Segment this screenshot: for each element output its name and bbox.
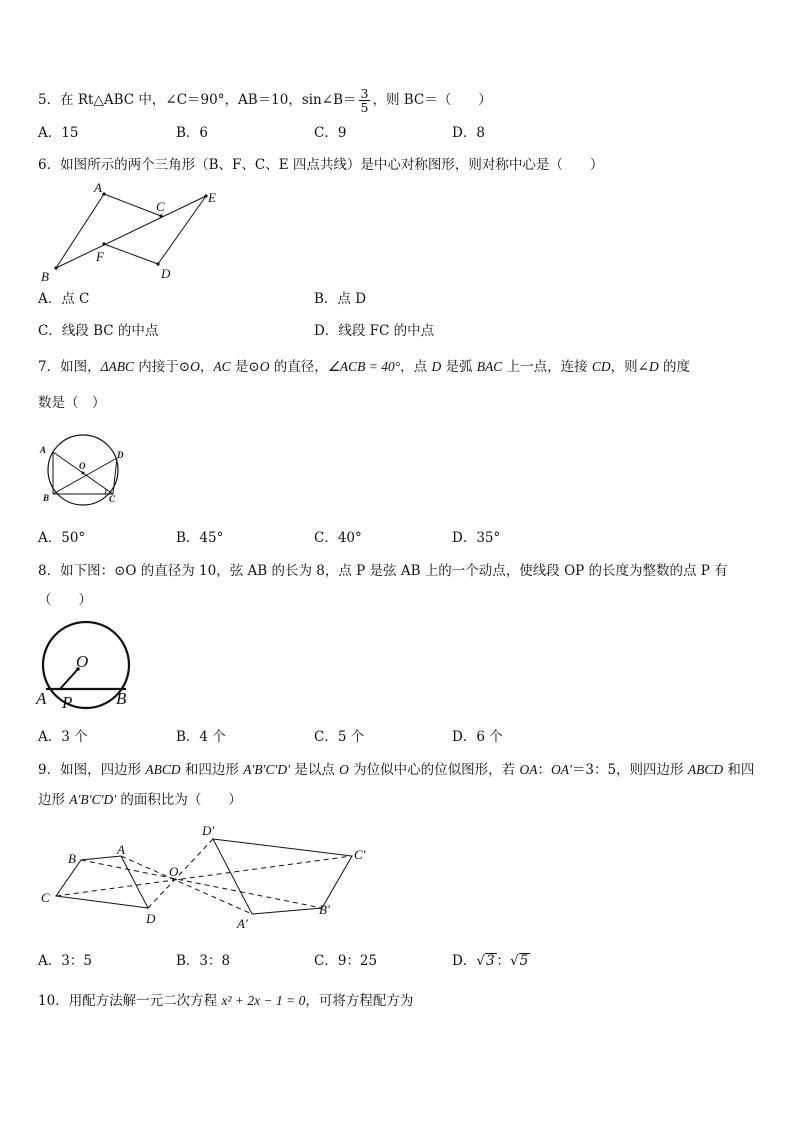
math-text: OA'	[550, 762, 572, 777]
option-a[interactable]: A．3：5	[38, 953, 92, 969]
label-o: O	[76, 652, 89, 671]
option-d[interactable]: D．35°	[452, 530, 501, 546]
label-f: F	[96, 249, 104, 264]
math-text: CD	[591, 359, 611, 374]
label-a: A	[40, 445, 47, 455]
question-text: 的面积比为（ ）	[116, 792, 242, 808]
fraction	[359, 87, 371, 114]
option-b[interactable]: B．45°	[176, 530, 224, 546]
question-text: 和四边形	[180, 762, 244, 778]
question-text: 如图，四边形	[60, 762, 146, 778]
math-text: ΔABC	[100, 359, 135, 374]
option-b[interactable]: B．6	[176, 125, 209, 141]
math-text: O	[339, 762, 349, 777]
label-b: B	[43, 493, 50, 503]
option-c[interactable]: C．40°	[314, 530, 362, 546]
math-text: ∠ACB = 40°	[327, 359, 401, 374]
fraction-denominator: 5	[360, 100, 369, 115]
question-9-line2	[38, 790, 242, 810]
question-text: 上一点，连接	[502, 359, 592, 375]
label-d-prime: D'	[202, 823, 215, 838]
question-text: 是以点	[290, 762, 340, 778]
math-text: O	[259, 359, 270, 374]
label-a: A	[117, 842, 125, 857]
option-d[interactable]: D．8	[452, 125, 485, 141]
label-a: A	[94, 180, 102, 195]
question-text: ＝3：5，则四边形	[571, 762, 688, 778]
option-d[interactable]: D．√3 ：√5	[452, 953, 529, 969]
option-c[interactable]: C．5 个	[314, 729, 365, 745]
figure-q7	[36, 430, 136, 508]
option-c[interactable]: C．线段 BC 的中点	[38, 323, 159, 339]
question-8	[38, 561, 728, 581]
label-d: D	[146, 911, 156, 926]
label-c: C	[109, 494, 116, 504]
question-6	[38, 155, 603, 175]
label-b: B	[41, 269, 49, 284]
label-b-prime: B'	[319, 902, 330, 917]
label-a: A	[36, 689, 47, 708]
math-text: BAC	[476, 359, 503, 374]
question-text: 是⊙	[230, 359, 260, 375]
question-text: 在 Rt△ABC 中，∠C＝90°，AB＝10，sin∠B＝	[60, 92, 357, 108]
option-a[interactable]: A．3 个	[38, 729, 88, 745]
label-c-prime: C'	[354, 847, 366, 862]
label-c: C	[156, 199, 165, 214]
math-text: D	[648, 359, 659, 374]
question-text: ：	[537, 762, 551, 778]
label-e: E	[208, 190, 216, 205]
label-p: P	[62, 693, 73, 712]
fraction-numerator: 3	[360, 86, 369, 101]
question-text: 的直径，	[269, 359, 328, 375]
question-text: 用配方法解一元二次方程	[68, 993, 222, 1009]
option-a[interactable]: A．点 C	[38, 291, 90, 307]
option-c[interactable]: C．9：25	[314, 953, 378, 969]
question-text: ，可将方程配方为	[305, 993, 414, 1009]
question-number: 5．	[38, 92, 61, 108]
question-number: 8．	[38, 563, 61, 579]
question-text: 如下图：⊙O 的直径为 10，弦 AB 的长为 8，点 P 是弦 AB 上的一个动点，使线段 OP 的长度为整数的点 P 有	[60, 563, 728, 579]
question-5	[38, 87, 492, 114]
question-text: 为位似中心的位似图形，若	[348, 762, 520, 778]
math-text: OA	[519, 762, 538, 777]
math-text: A'B'C'D'	[69, 792, 117, 807]
math-text: AC	[213, 359, 231, 374]
option-b[interactable]: B．点 D	[314, 291, 367, 307]
question-number: 6．	[38, 157, 61, 173]
question-8-line2: （ ）	[38, 592, 92, 608]
option-a[interactable]: A．50°	[38, 530, 86, 546]
label-d: D	[161, 266, 171, 281]
question-7	[38, 357, 690, 377]
label-o: O	[169, 864, 179, 879]
option-b[interactable]: B．3：8	[176, 953, 231, 969]
sqrt-value: 3	[485, 953, 495, 969]
label-o: O	[79, 461, 86, 471]
math-text: O	[190, 359, 200, 374]
option-d-label: D．	[452, 953, 477, 969]
question-text: 是弧	[441, 359, 477, 375]
figure-q8	[34, 620, 139, 712]
label-b: B	[116, 689, 127, 708]
question-text: ，	[199, 359, 214, 375]
math-text: D	[431, 359, 442, 374]
label-c: C	[41, 890, 50, 905]
figure-q6	[36, 180, 236, 285]
sqrt-value: 5	[519, 953, 529, 969]
math-text: A'B'C'D'	[243, 762, 291, 777]
math-text: ABCD	[687, 762, 724, 777]
question-text: 和四	[723, 762, 755, 778]
label-a-prime: A'	[237, 916, 248, 931]
option-a[interactable]: A．15	[38, 125, 79, 141]
option-d[interactable]: D．线段 FC 的中点	[314, 323, 435, 339]
question-text: 如图所示的两个三角形（B、F、C、E 四点共线）是中心对称图形，则对称中心是（ ）	[60, 157, 604, 173]
question-text: 边形	[38, 792, 70, 808]
question-text: 的度	[658, 359, 691, 375]
question-text: 内接于⊙	[134, 359, 191, 375]
question-number: 10．	[38, 993, 69, 1009]
math-text: ABCD	[145, 762, 181, 777]
figure-q9	[36, 818, 376, 933]
math-text: x² + 2x − 1 = 0	[221, 993, 306, 1008]
question-10	[38, 991, 413, 1011]
option-c[interactable]: C．9	[314, 125, 347, 141]
option-b[interactable]: B．4 个	[176, 729, 226, 745]
label-b: B	[68, 851, 76, 866]
question-text: ，则∠	[610, 359, 649, 375]
question-7-line2: 数是（ ）	[38, 395, 106, 411]
question-text: 如图，	[60, 359, 101, 375]
question-text: ，点	[400, 359, 432, 375]
question-number: 9．	[38, 762, 61, 778]
question-9	[38, 760, 754, 780]
option-d[interactable]: D．6 个	[452, 729, 503, 745]
question-text: ，则 BC＝（ ）	[372, 92, 492, 108]
ratio-separator: ：	[496, 953, 511, 969]
question-number: 7．	[38, 359, 61, 375]
label-d: D	[117, 450, 124, 460]
